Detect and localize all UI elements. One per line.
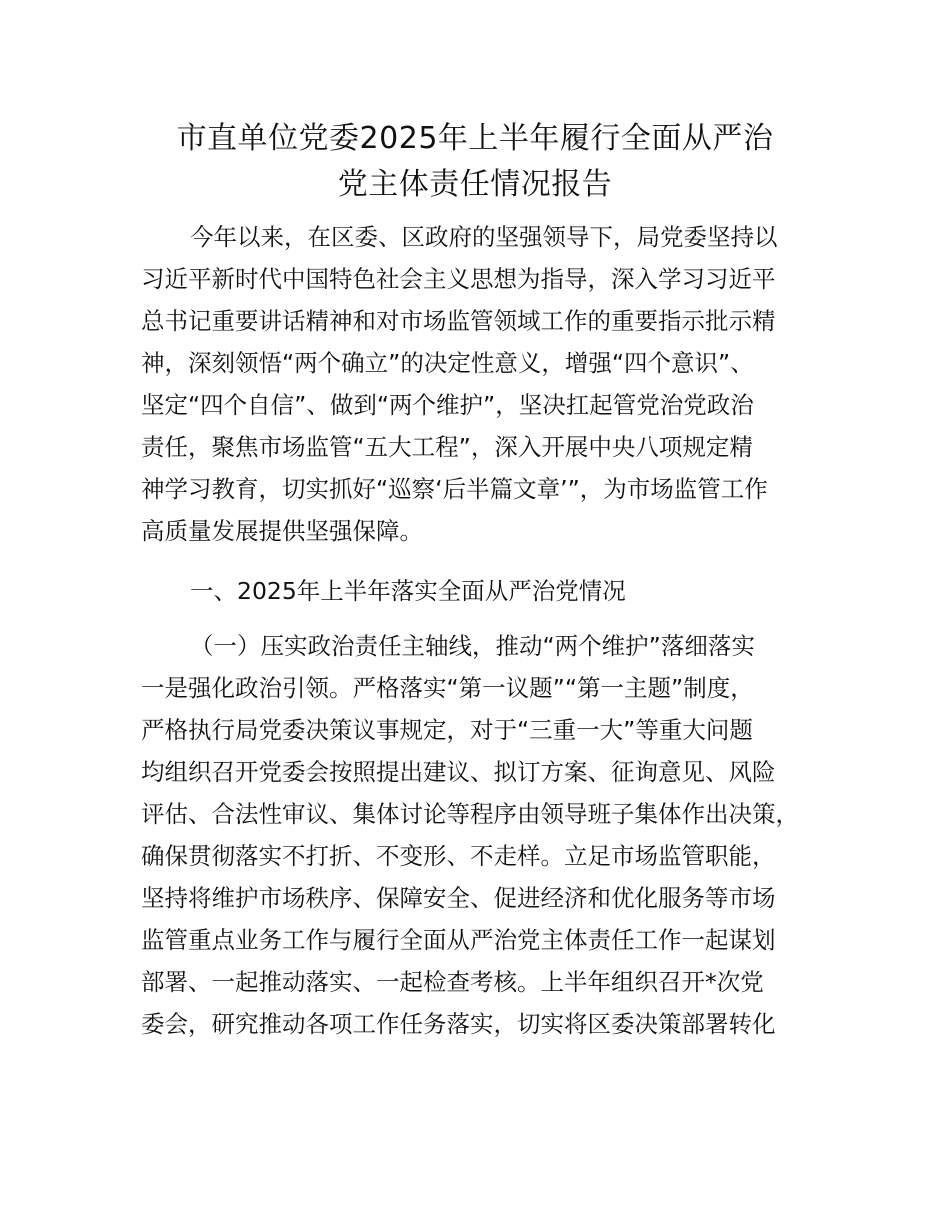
- paragraph-line: 一是强化政治引领。严格落实“第一议题”“第一主题”制度，: [141, 674, 754, 702]
- paragraph-line: 习近平新时代中国特色社会主义思想为指导，深入学习习近平: [141, 265, 776, 293]
- paragraph-line: 神，深刻领悟“两个确立”的决定性意义，增强“四个意识”、: [141, 349, 754, 377]
- paragraph-line: 高质量发展提供坚强保障。: [141, 517, 423, 545]
- paragraph-line: 严格执行局党委决策议事规定，对于“三重一大”等重大问题: [141, 716, 753, 744]
- paragraph-line: 责任，聚焦市场监管“五大工程”，深入开展中央八项规定精: [141, 433, 753, 461]
- paragraph-line: 委会，研究推动各项工作任务落实，切实将区委决策部署转化: [141, 1010, 776, 1038]
- title-line-1: 市直单位党委2025年上半年履行全面从严治: [176, 121, 774, 156]
- paragraph-line: 均组织召开党委会按照提出建议、拟订方案、征询意见、风险: [141, 758, 776, 786]
- paragraph-line: 坚持将维护市场秩序、保障安全、促进经济和优化服务等市场: [141, 884, 776, 912]
- section-heading: 一、2025年上半年落实全面从严治党情况: [190, 577, 626, 605]
- paragraph-line: 评估、合法性审议、集体讨论等程序由领导班子集体作出决策，: [141, 800, 799, 828]
- paragraph-line: 神学习教育，切实抓好“巡察‘后半篇文章’”，为市场监管工作: [141, 475, 768, 503]
- paragraph-line: 部署、一起推动落实、一起检查考核。上半年组织召开*次党: [141, 968, 764, 996]
- paragraph-line: 总书记重要讲话精神和对市场监管领域工作的重要指示批示精: [141, 307, 776, 335]
- subsection-heading: （一）压实政治责任主轴线，推动“两个维护”落细落实: [190, 632, 755, 660]
- paragraph-line: 今年以来，在区委、区政府的坚强领导下，局党委坚持以: [190, 223, 778, 251]
- paragraph-line: 监管重点业务工作与履行全面从严治党主体责任工作一起谋划: [141, 926, 776, 954]
- paragraph-line: 确保贯彻落实不打折、不变形、不走样。立足市场监管职能，: [141, 842, 776, 870]
- paragraph-line: 坚定“四个自信”、做到“两个维护”，坚决扛起管党治党政治: [141, 391, 754, 419]
- title-line-2: 党主体责任情况报告: [337, 167, 613, 202]
